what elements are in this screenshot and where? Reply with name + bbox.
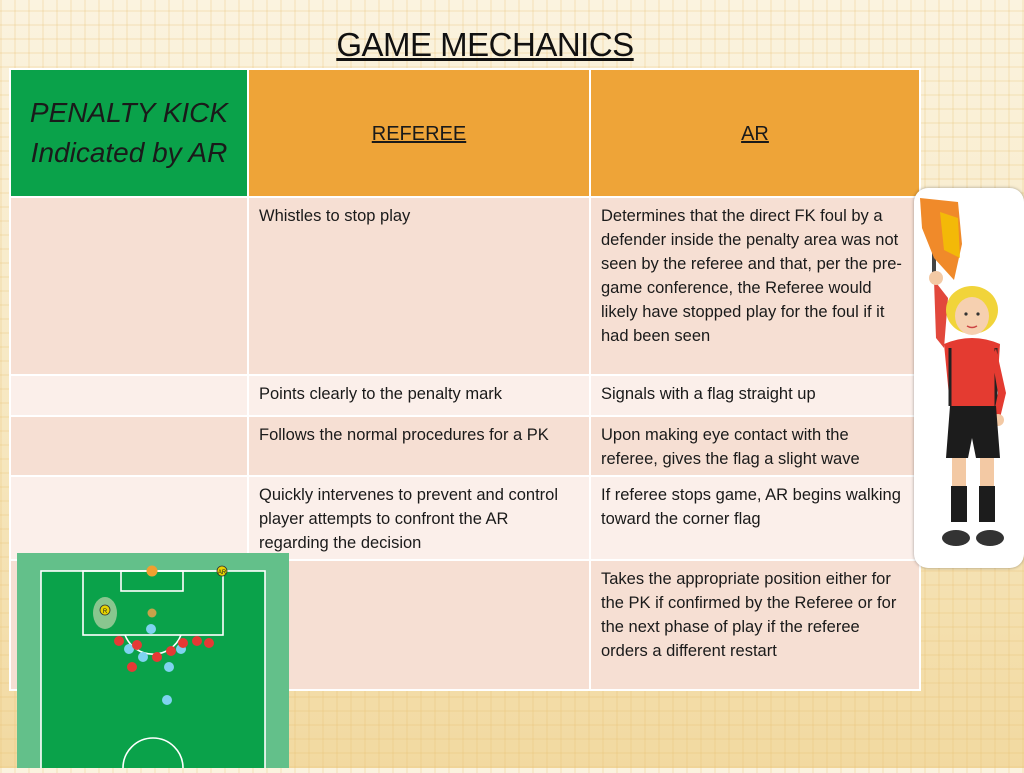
referee-cell: Quickly intervenes to prevent and control player attempts to confront the AR regarding the decision <box>248 476 590 560</box>
situation-cell <box>10 197 248 375</box>
sock <box>951 486 967 522</box>
table-row <box>10 197 920 375</box>
situation-cell <box>10 416 248 476</box>
situation-header: PENALTY KICK Indicated by AR <box>10 69 248 197</box>
goalkeeper-marker <box>147 566 158 577</box>
ball-marker <box>148 609 157 618</box>
pitch-diagram <box>17 553 289 768</box>
ar-cell: Upon making eye contact with the referee, gives the flag a slight wave <box>590 416 920 476</box>
referee-marker-label: R <box>102 609 108 615</box>
player-red <box>132 640 142 650</box>
shoe <box>976 530 1004 546</box>
referee-cell: Points clearly to the penalty mark <box>248 375 590 416</box>
situation-cell <box>10 375 248 416</box>
player-red <box>178 638 188 648</box>
ar-cell: Takes the appropriate position either for the PK if confirmed by the Referee or for the next phase of play if the referee orders a different restart <box>590 560 920 690</box>
ar-cell: Determines that the direct FK foul by a defender inside the penalty area was not seen by the referee and that, per the pre-game conference, the Referee would likely have stopped play for the foul if it had been seen <box>590 197 920 375</box>
player-blue <box>162 695 172 705</box>
player-blue <box>164 662 174 672</box>
sock <box>979 486 995 522</box>
player-red <box>166 646 176 656</box>
raised-arm <box>934 280 948 348</box>
face <box>955 297 989 335</box>
table-row <box>10 476 920 560</box>
referee-cell: Whistles to stop play <box>248 197 590 375</box>
shorts <box>946 406 1000 458</box>
referee-cell: Follows the normal procedures for a PK <box>248 416 590 476</box>
assistant-referee-illustration <box>914 188 1024 568</box>
shoe <box>942 530 970 546</box>
table-row <box>10 375 920 416</box>
ar-marker-label: AR <box>217 570 227 576</box>
player-blue <box>146 624 156 634</box>
player-red <box>127 662 137 672</box>
player-blue <box>138 652 148 662</box>
assistant-referee-figure <box>914 188 1024 568</box>
pitch-svg <box>17 553 289 768</box>
slide-title: GAME MECHANICS <box>336 26 634 63</box>
player-red <box>192 636 202 646</box>
ar-cell: If referee stops game, AR begins walking toward the corner flag <box>590 476 920 560</box>
ar-cell: Signals with a flag straight up <box>590 375 920 416</box>
table-row <box>10 416 920 476</box>
jersey <box>944 338 1000 406</box>
ar-column-header: AR <box>590 69 920 197</box>
player-red <box>152 652 162 662</box>
referee-cell <box>248 560 590 690</box>
hand <box>929 271 943 285</box>
referee-column-header: REFEREE <box>248 69 590 197</box>
player-red <box>114 636 124 646</box>
player-red <box>204 638 214 648</box>
situation-cell <box>10 476 248 560</box>
table-header-row <box>10 69 920 197</box>
